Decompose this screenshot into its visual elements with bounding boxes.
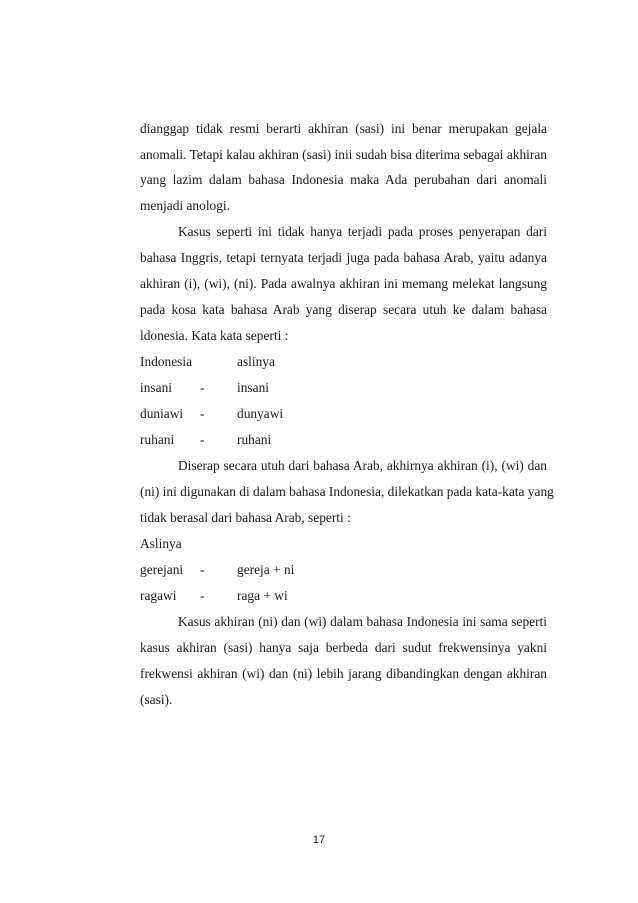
table-2-cell-word: ragawi (140, 588, 177, 603)
paragraph-1-line: anomali. Tetapi kalau akhiran (sasi) inii sudah bisa diterima sebagai akhiran (140, 147, 547, 162)
table-2-cell-origin: gereja + ni (237, 562, 295, 577)
table-2-header: Aslinya (140, 536, 182, 551)
table-1-header-indonesia: Indonesia (140, 354, 193, 369)
table-2-cell-origin: raga + wi (237, 588, 288, 603)
table-1-header-aslinya: aslinya (237, 354, 275, 369)
table-1-cell-word: insani (140, 380, 172, 395)
table-1-cell-dash: - (200, 406, 205, 421)
table-1-cell-origin: ruhani (237, 432, 272, 447)
table-2-cell-dash: - (200, 588, 205, 603)
paragraph-3-line: (ni) ini digunakan di dalam bahasa Indonesia, dilekatkan pada kata-kata yang (140, 484, 554, 499)
paragraph-1-line: menjadi anologi. (140, 198, 230, 213)
paragraph-3-line: tidak berasal dari bahasa Arab, seperti : (140, 510, 351, 525)
paragraph-2-line: ldonesia. Kata kata seperti : (140, 328, 289, 343)
paragraph-3-line: Diserap secara utuh dari bahasa Arab, akhirnya akhiran (i), (wi) dan (178, 458, 547, 473)
paragraph-2-line: akhiran (i), (wi), (ni). Pada awalnya akhiran ini memang melekat langsung (140, 276, 547, 291)
paragraph-2-line: pada kosa kata bahasa Arab yang diserap secara utuh ke dalam bahasa (140, 302, 547, 317)
paragraph-4-line: kasus akhiran (sasi) hanya saja berbeda dari sudut frekwensinya yakni (140, 640, 547, 655)
paragraph-4-line: Kasus akhiran (ni) dan (wi) dalam bahasa Indonesia ini sama seperti (178, 614, 547, 629)
paragraph-4-line: frekwensi akhiran (wi) dan (ni) lebih jarang dibandingkan dengan akhiran (140, 666, 547, 681)
page-number: 17 (312, 834, 326, 846)
table-1-cell-origin: dunyawi (237, 406, 284, 421)
table-1-cell-origin: insani (237, 380, 269, 395)
paragraph-4-line: (sasi). (140, 692, 173, 707)
table-2-cell-dash: - (200, 562, 205, 577)
paragraph-1-line: dianggap tidak resmi berarti akhiran (sasi) ini benar merupakan gejala (140, 121, 547, 136)
table-1-cell-word: duniawi (140, 406, 184, 421)
table-1-cell-dash: - (200, 380, 205, 395)
paragraph-2-line: bahasa Inggris, tetapi ternyata terjadi juga pada bahasa Arab, yaitu adanya (140, 250, 547, 265)
table-1-cell-dash: - (200, 432, 205, 447)
paragraph-2-line: Kasus seperti ini tidak hanya terjadi pada proses penyerapan dari (178, 224, 547, 239)
paragraph-1-line: yang lazim dalam bahasa Indonesia maka Ada perubahan dari anomali (140, 172, 547, 187)
table-2-cell-word: gerejani (140, 562, 184, 577)
table-1-cell-word: ruhani (140, 432, 175, 447)
